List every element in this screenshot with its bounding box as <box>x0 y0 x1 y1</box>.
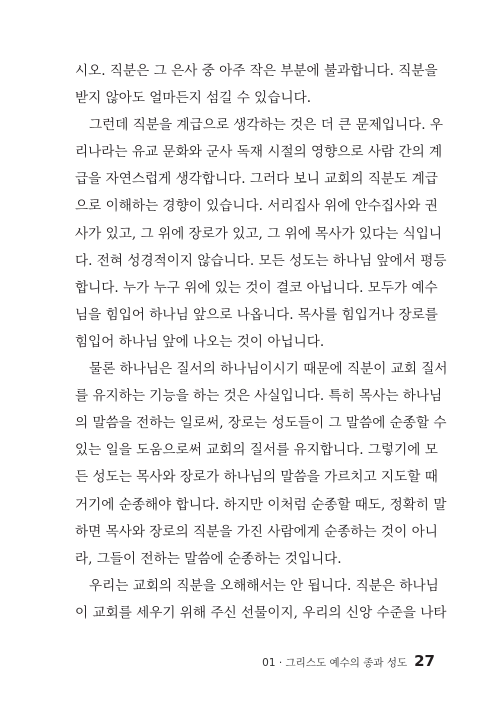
text-line: 이 교회를 세우기 위해 주신 선물이지, 우리의 신앙 수준을 나타 <box>75 604 447 621</box>
text-line: 있는 일을 도움으로써 교회의 질서를 유지합니다. 그렇기에 모 <box>75 442 438 459</box>
text-line: 물론 하나님은 질서의 하나님이시기 때문에 직분이 교회 질서 <box>89 361 448 378</box>
text-line: 라, 그들이 전하는 말씀에 순종하는 것입니다. <box>75 550 342 567</box>
text-line: 급을 자연스럽게 생각합니다. 그러다 보니 교회의 직분도 계급 <box>75 171 438 188</box>
text-line: 우리는 교회의 직분을 오해해서는 안 됩니다. 직분은 하나님 <box>89 577 439 594</box>
body-text <box>75 58 448 627</box>
text-line: 받지 않아도 얼마든지 섬길 수 있습니다. <box>75 90 312 107</box>
text-line: 시오. 직분은 그 은사 중 아주 작은 부분에 불과합니다. 직분을 <box>75 63 438 79</box>
paragraph <box>75 58 438 112</box>
text-line: 다. 전혀 성경적이지 않습니다. 모든 성도는 하나님 앞에서 평등 <box>75 252 447 269</box>
text-line: 으로 이해하는 경향이 있습니다. 서리집사 위에 안수집사와 권 <box>75 198 438 215</box>
text-line: 를 유지하는 기능을 하는 것은 사실입니다. 특히 목사는 하나님 <box>75 388 443 405</box>
text-line: 사가 있고, 그 위에 장로가 있고, 그 위에 목사가 있다는 식입니 <box>75 225 443 242</box>
paragraph <box>75 112 447 356</box>
text-line: 님을 힘입어 하나님 앞으로 나옵니다. 목사를 힘입거나 장로를 <box>75 306 438 323</box>
text-line: 든 성도는 목사와 장로가 하나님의 말씀을 가르치고 지도할 때 <box>75 469 438 486</box>
paragraph <box>75 573 447 627</box>
text-line: 리나라는 유교 문화와 군사 독재 시절의 영향으로 사람 간의 계 <box>75 144 443 161</box>
text-line: 그런데 직분을 계급으로 생각하는 것은 더 큰 문제입니다. 우 <box>89 117 444 134</box>
running-footer-chapter: 01 · 그리스도 예수의 종과 성도 <box>262 657 408 669</box>
paragraph <box>75 356 448 573</box>
text-line: 의 말씀을 전하는 일로써, 장로는 성도들이 그 말씀에 순종할 수 <box>75 415 447 432</box>
text-line: 합니다. 누가 누구 위에 있는 것이 결코 아닙니다. 모두가 예수 <box>75 279 438 296</box>
page-footer <box>262 652 435 670</box>
text-line: 거기에 순종해야 합니다. 하지만 이처럼 순종할 때도, 정확히 말 <box>75 496 447 513</box>
page-number: 27 <box>414 652 435 670</box>
text-line: 힘입어 하나님 앞에 나오는 것이 아닙니다. <box>75 333 325 350</box>
text-line: 하면 목사와 장로의 직분을 가진 사람에게 순종하는 것이 아니 <box>75 523 438 540</box>
